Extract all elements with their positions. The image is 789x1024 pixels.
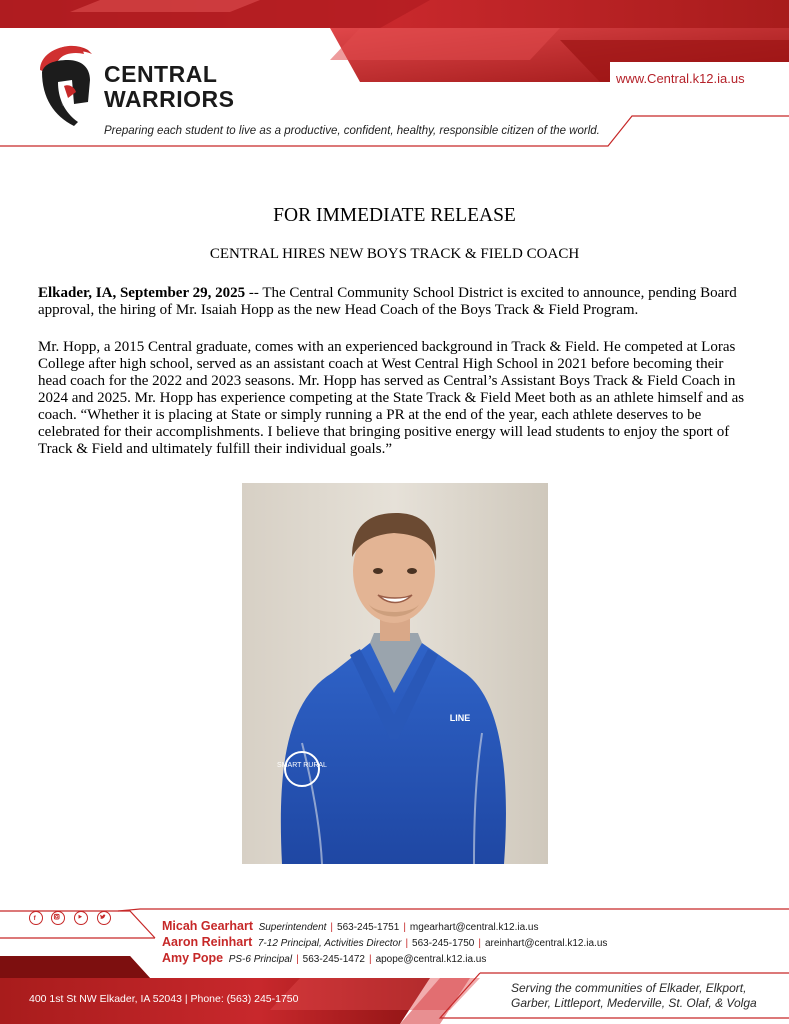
dateline: Elkader, IA, September 29, 2025	[38, 285, 246, 301]
communities-line-1: Serving the communities of Elkader, Elkport,	[511, 981, 747, 995]
contact-role: Superintendent	[258, 922, 327, 933]
website-link[interactable]: www.Central.k12.ia.us	[616, 71, 745, 86]
contact-role: PS-6 Principal	[228, 954, 293, 965]
contact-name: Amy Pope	[162, 951, 224, 965]
mission-tagline: Preparing each student to live as a productive, confident, healthy, responsible citizen of the world.	[104, 125, 600, 137]
instagram-icon[interactable]	[51, 911, 65, 925]
contact-name: Aaron Reinhart	[162, 935, 253, 949]
svg-text:f: f	[33, 914, 36, 922]
contact-email[interactable]: apope@central.k12.ia.us	[375, 954, 487, 965]
contact-phone[interactable]: 563-245-1472	[302, 954, 365, 965]
contact-list	[162, 918, 607, 966]
intro-paragraph	[38, 285, 750, 319]
contact-phone[interactable]: 563-245-1751	[337, 922, 400, 933]
contact-role: 7-12 Principal, Activities Director	[257, 938, 402, 949]
youtube-icon[interactable]	[74, 911, 88, 925]
contact-email[interactable]: mgearhart@central.k12.ia.us	[409, 922, 539, 933]
jacket-logo-line: LINE	[449, 713, 471, 723]
contact-row: Aaron Reinhart 7-12 Principal, Activities Director | 563-245-1750 | areinhart@central.k12.ia.us	[162, 935, 608, 949]
district-address: 400 1st St NW Elkader, IA 52043 | Phone: (563) 245-1750	[29, 993, 299, 1005]
bio-paragraph: Mr. Hopp, a 2015 Central graduate, comes with an experienced background in Track & Field. He competed at Loras College after high school, served as an assistant coach at West Central High School in 2021 before becoming their head coach for the 2022 and 2023 seasons. Mr. Hopp has served as Central’s Assistant Boys Track & Field Coach in 2024 and 2025. Mr. Hopp has experience competing at the State Track & Field Meet both as an athlete himself and as coach. “Whether it is placing at State or simply running a PR at the end of the year, each athlete deserves to be celebrated for their accomplishments. I believe that bringing positive energy will lead students to enjoy the sport of Track & Field and ultimately fulfill their individual goals.”	[38, 339, 745, 457]
contact-row: Amy Pope PS-6 Principal | 563-245-1472 | apope@central.k12.ia.us	[162, 951, 487, 965]
logo-line-central: CENTRAL	[104, 61, 218, 87]
logo-line-warriors: WARRIORS	[104, 86, 235, 112]
twitter-icon[interactable]	[97, 911, 111, 925]
logo-wordmark	[104, 62, 235, 112]
contact-phone[interactable]: 563-245-1750	[412, 938, 475, 949]
release-title: FOR IMMEDIATE RELEASE	[273, 205, 516, 226]
communities-line-2: Garber, Littleport, Mederville, St. Olaf, & Volga	[511, 996, 757, 1010]
communities-served	[511, 981, 757, 1011]
contact-row: Micah Gearhart Superintendent | 563-245-1751 | mgearhart@central.k12.ia.us	[162, 919, 539, 933]
contact-email[interactable]: areinhart@central.k12.ia.us	[484, 938, 608, 949]
contact-name: Micah Gearhart	[162, 919, 254, 933]
jacket-logo-smart-rural: SMART RURAL	[277, 762, 327, 769]
release-headline: CENTRAL HIRES NEW BOYS TRACK & FIELD COACH	[209, 246, 580, 262]
coach-photo	[242, 483, 548, 864]
facebook-icon[interactable]	[29, 911, 43, 925]
intro-text: -- The Central Community School District is excited to announce, pending Board approval, the hiring of Mr. Isaiah Hopp as the new Head Coach of the Boys Track & Field Program.	[38, 285, 737, 318]
warrior-helmet-logo-icon	[34, 40, 100, 128]
